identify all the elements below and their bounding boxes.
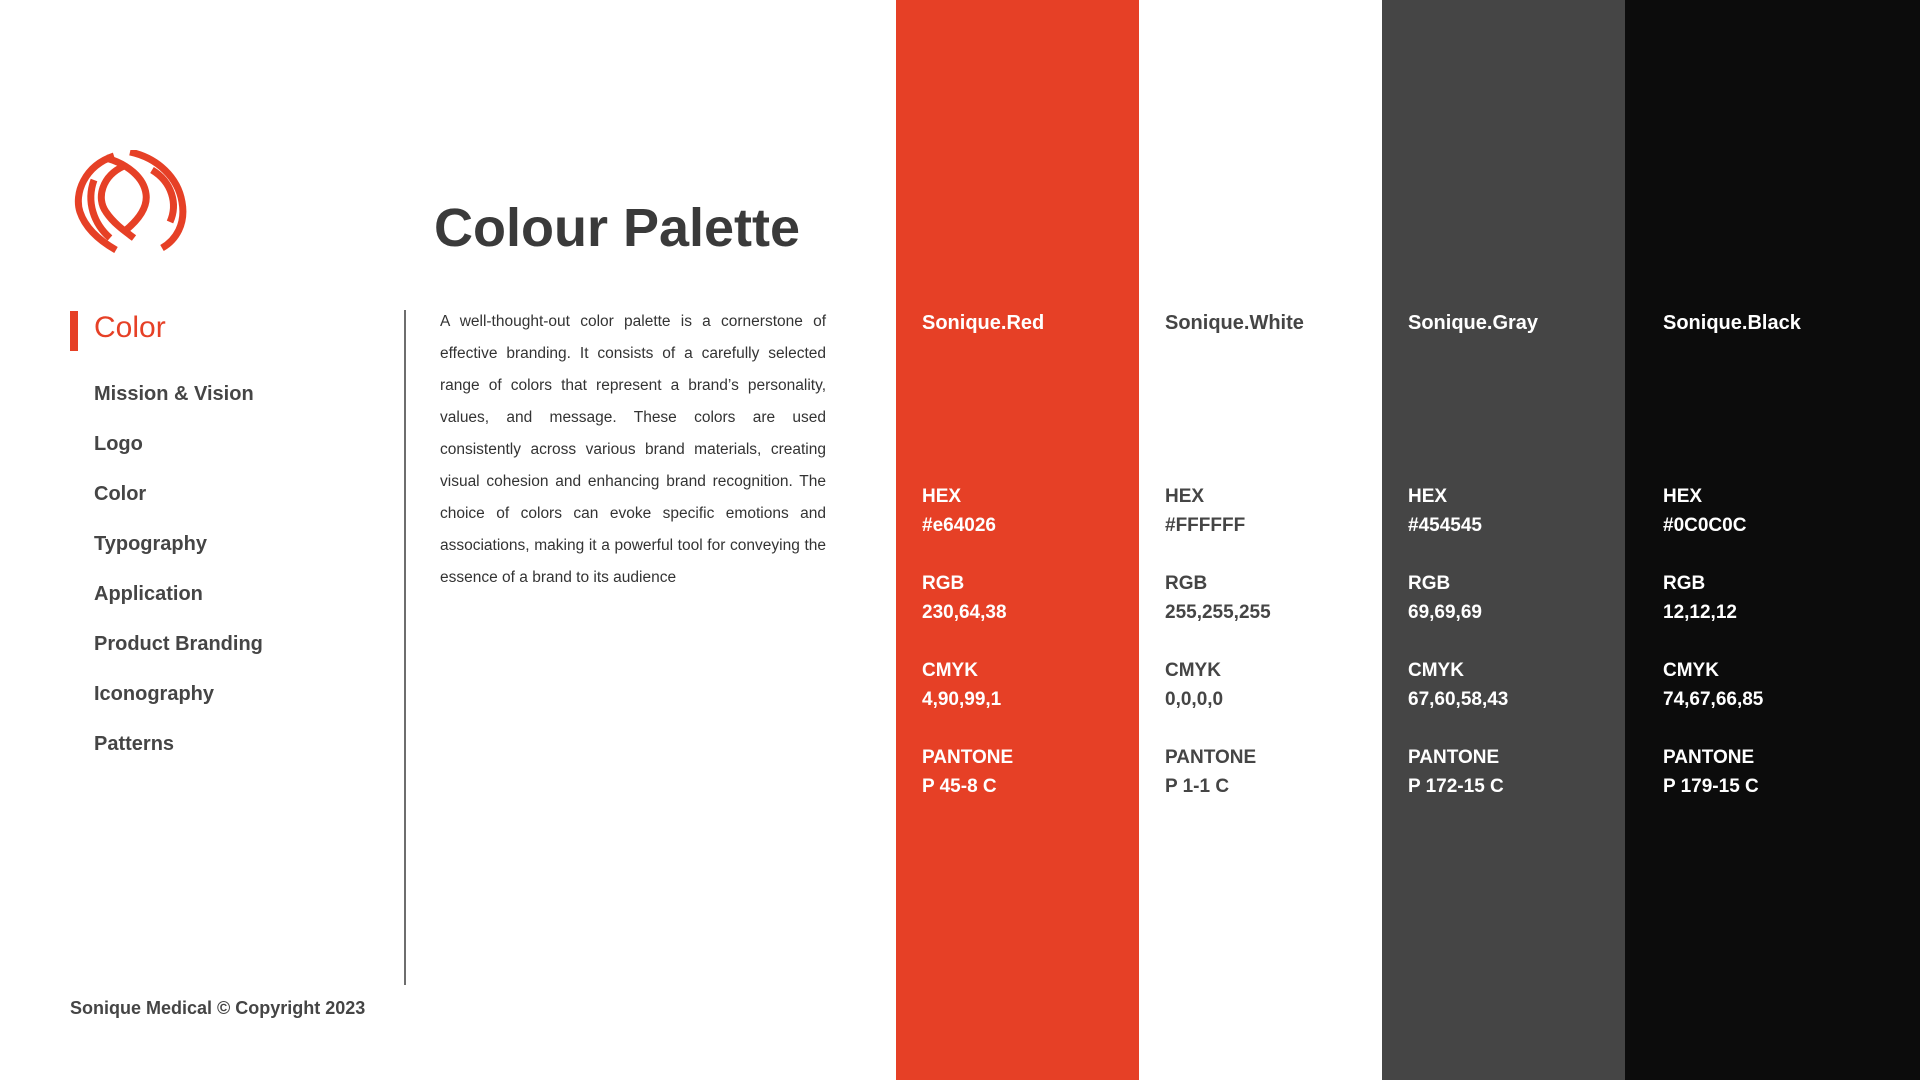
spec-value: #FFFFFF: [1165, 515, 1246, 536]
spec-pantone: [1165, 743, 1271, 830]
spec-value: 67,60,58,43: [1408, 689, 1509, 710]
spec-label: HEX: [922, 486, 962, 507]
spec-value: P 179-15 C: [1663, 776, 1759, 797]
spec-value: #e64026: [922, 515, 996, 536]
swatch-black: [1625, 0, 1920, 1080]
nav-item-logo[interactable]: Logo: [94, 433, 143, 455]
spec-label: RGB: [1408, 573, 1451, 594]
copyright-text: Sonique Medical © Copyright 2023: [70, 998, 366, 1018]
spec-label: PANTONE: [1663, 747, 1755, 768]
spec-value: 230,64,38: [922, 602, 1007, 623]
spec-label: HEX: [1663, 486, 1703, 507]
spec-label: RGB: [922, 573, 965, 594]
section-nav: [94, 374, 263, 774]
spec-value: #454545: [1408, 515, 1482, 536]
swatch-specs: [1663, 482, 1763, 830]
spec-value: 255,255,255: [1165, 602, 1271, 623]
nav-item-patterns[interactable]: Patterns: [94, 733, 175, 755]
spec-label: HEX: [1408, 486, 1448, 507]
spec-value: 74,67,66,85: [1663, 689, 1764, 710]
swatch-gray: [1382, 0, 1625, 1080]
spec-pantone: [922, 743, 1013, 830]
palette-description: A well-thought-out color palette is a cornerstone of effective branding. It consists of a carefully selected range of colors that represent a brand’s personality, values, and message. These colors are used consistently across various brand materials, creating visual cohesion and enhancing brand recognition. The choice of colors can evoke specific emotions and associations, making it a powerful tool for conveying the essence of a brand to its audience: [440, 313, 826, 586]
swatch-specs: [922, 482, 1013, 830]
spec-hex: [922, 482, 1013, 569]
swatch-white: [1139, 0, 1382, 1080]
spec-label: HEX: [1165, 486, 1205, 507]
swatch-name: Sonique.Red: [922, 312, 1045, 334]
spec-value: P 172-15 C: [1408, 776, 1504, 797]
nav-item-mission-vision[interactable]: Mission & Vision: [94, 383, 254, 405]
nav-item-application[interactable]: Application: [94, 583, 203, 605]
nav-active-indicator: [70, 311, 78, 351]
swatch-name: Sonique.Gray: [1408, 312, 1539, 334]
spec-pantone: [1408, 743, 1508, 830]
nav-item-product-branding[interactable]: Product Branding: [94, 633, 263, 655]
swatch-red: [896, 0, 1139, 1080]
nav-active-section: Color: [94, 311, 166, 344]
spec-value: P 1-1 C: [1165, 776, 1230, 797]
spec-value: 0,0,0,0: [1165, 689, 1224, 710]
spec-rgb: [922, 569, 1013, 656]
spec-label: RGB: [1663, 573, 1706, 594]
spec-rgb: [1663, 569, 1763, 656]
spec-pantone: [1663, 743, 1763, 830]
spec-hex: [1408, 482, 1508, 569]
spec-hex: [1663, 482, 1763, 569]
spec-label: PANTONE: [922, 747, 1014, 768]
spec-cmyk: [1408, 656, 1508, 743]
spec-hex: [1165, 482, 1271, 569]
sonique-logo-icon: [66, 150, 191, 253]
spec-label: CMYK: [922, 660, 978, 681]
spec-value: 69,69,69: [1408, 602, 1482, 623]
spec-cmyk: [1165, 656, 1271, 743]
spec-label: PANTONE: [1408, 747, 1500, 768]
nav-item-typography[interactable]: Typography: [94, 533, 207, 555]
spec-label: CMYK: [1663, 660, 1719, 681]
spec-value: 4,90,99,1: [922, 689, 1002, 710]
spec-cmyk: [1663, 656, 1763, 743]
spec-label: CMYK: [1165, 660, 1221, 681]
spec-label: PANTONE: [1165, 747, 1257, 768]
vertical-divider: [404, 310, 406, 985]
swatch-specs: [1165, 482, 1271, 830]
swatch-name: Sonique.White: [1165, 312, 1304, 334]
spec-rgb: [1165, 569, 1271, 656]
swatch-name: Sonique.Black: [1663, 312, 1801, 334]
nav-item-iconography[interactable]: Iconography: [94, 683, 215, 705]
spec-rgb: [1408, 569, 1508, 656]
spec-value: #0C0C0C: [1663, 515, 1747, 536]
page-title: Colour Palette: [434, 198, 801, 258]
spec-value: P 45-8 C: [922, 776, 997, 797]
spec-label: RGB: [1165, 573, 1208, 594]
spec-value: 12,12,12: [1663, 602, 1737, 623]
spec-label: CMYK: [1408, 660, 1464, 681]
nav-item-color[interactable]: Color: [94, 483, 147, 505]
swatch-specs: [1408, 482, 1508, 830]
spec-cmyk: [922, 656, 1013, 743]
